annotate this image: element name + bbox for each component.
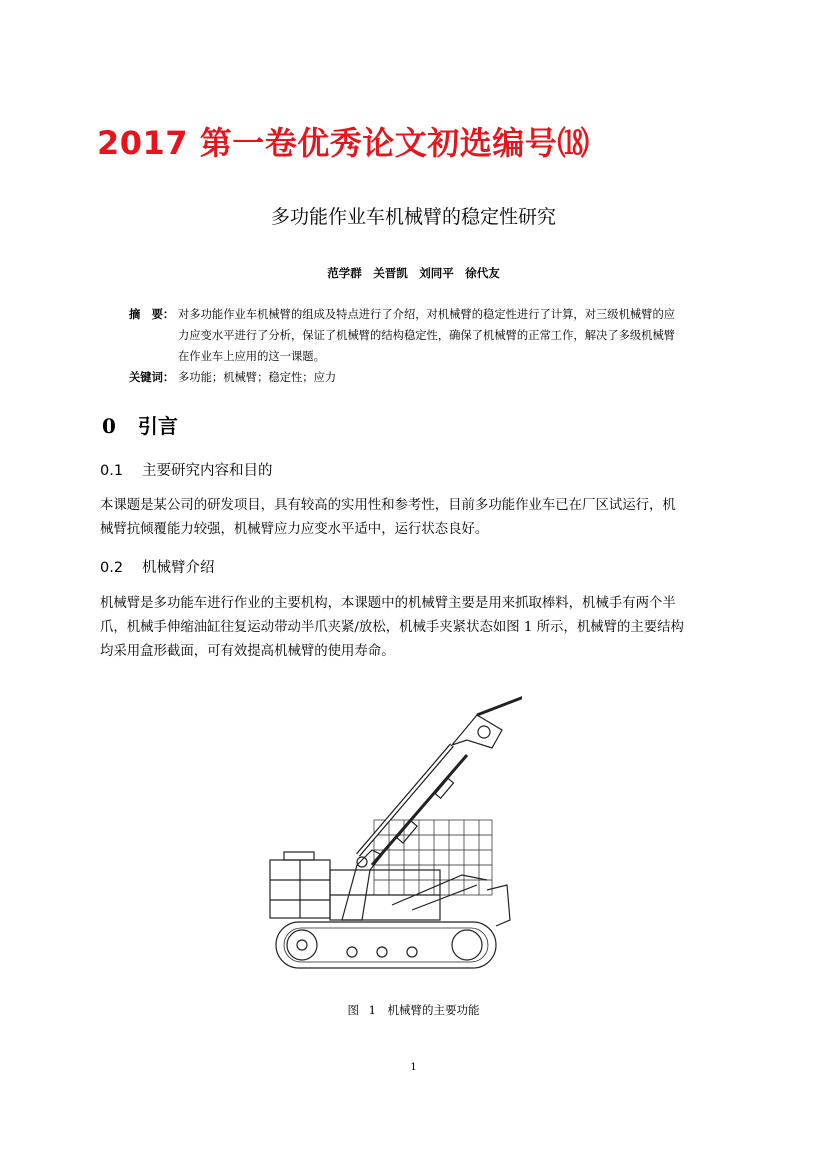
keywords-text: 多功能；机械臂；稳定性；应力 <box>178 371 337 384</box>
subsection-heading-0-2 <box>100 556 215 577</box>
subsection-title: 机械臂介绍 <box>142 560 215 576</box>
paragraph-line: 机械臂是多功能车进行作业的主要机构，本课题中的机械臂主要是用来抓取棒料，机械手有两个半 <box>100 596 676 611</box>
keywords-label: 关键词： <box>129 371 175 384</box>
subsection-heading-0-1 <box>100 459 273 480</box>
paragraph-0-1 <box>100 494 730 542</box>
abstract-line: 力应变水平进行了分析，保证了机械臂的结构稳定性，确保了机械臂的正常工作，解决了多级机械臂 <box>178 329 676 342</box>
paragraph-line: 械臂抗倾覆能力较强，机械臂应力应变水平适中，运行状态良好。 <box>100 522 489 537</box>
multi-function-vehicle-drawing <box>262 670 522 990</box>
author-list: 范学群 关晋凯 刘同平 徐代友 <box>327 266 500 280</box>
paragraph-line: 均采用盒形截面，可有效提高机械臂的使用寿命。 <box>100 644 395 659</box>
banner-title: 2017 第一卷优秀论文初选编号⒅ <box>97 124 590 162</box>
subsection-number: 0.1 <box>100 463 124 479</box>
abstract-line: 对多功能作业车机械臂的组成及特点进行了介绍，对机械臂的稳定性进行了计算，对三级机械臂的应 <box>178 308 676 321</box>
subsection-title: 主要研究内容和目的 <box>142 463 273 479</box>
abstract-block <box>129 304 729 388</box>
abstract-line: 在作业车上应用的这一课题。 <box>178 350 325 363</box>
figure-machine-drawing <box>262 670 522 990</box>
page-number: 1 <box>410 1062 417 1073</box>
paragraph-line: 本课题是某公司的研发项目，具有较高的实用性和参考性，目前多功能作业车已在厂区试运行，机 <box>100 498 676 513</box>
abstract-label: 摘 要： <box>129 308 175 321</box>
paragraph-line: 爪，机械手伸缩油缸往复运动带动半爪夹紧/放松，机械手夹紧状态如图 1 所示，机械臂的主要结构 <box>100 620 684 635</box>
section-number: 0 <box>102 414 116 438</box>
paragraph-0-2 <box>100 592 730 664</box>
section-heading-0 <box>102 410 178 439</box>
section-title: 引言 <box>137 414 178 438</box>
figure-caption: 图 1 机械臂的主要功能 <box>347 1003 480 1017</box>
subsection-number: 0.2 <box>100 560 124 576</box>
paper-title: 多功能作业车机械臂的稳定性研究 <box>270 206 556 228</box>
